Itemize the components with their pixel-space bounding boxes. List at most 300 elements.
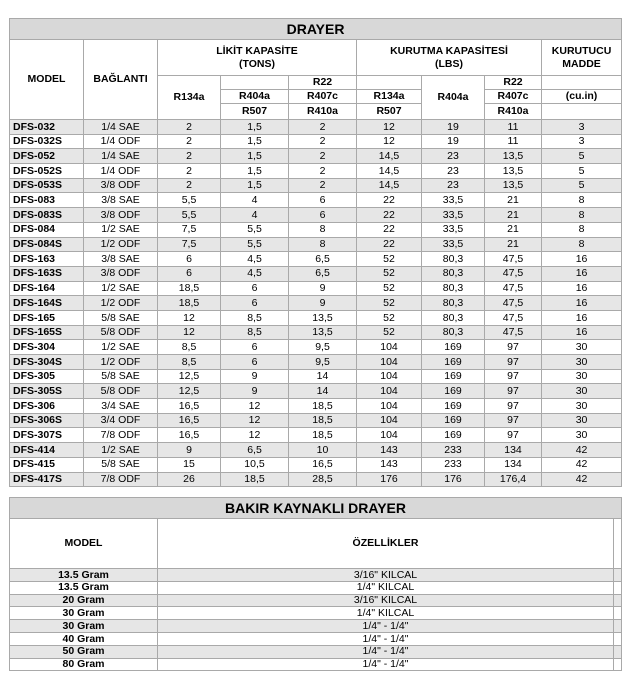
table-cell: 13,5: [289, 310, 357, 325]
table-cell: 6: [221, 281, 289, 296]
model-cell: DFS-163S: [10, 266, 84, 281]
table-row: [10, 178, 622, 193]
table-cell: 6: [221, 296, 289, 311]
table-cell: 97: [485, 369, 542, 384]
table-cell: 5,5: [158, 208, 221, 223]
model-cell: DFS-052S: [10, 164, 84, 179]
table-cell: 22: [357, 222, 422, 237]
table-row: [10, 632, 622, 645]
table-cell: 134: [485, 457, 542, 472]
table-cell: 97: [485, 355, 542, 370]
table-row: [10, 310, 622, 325]
model-cell: DFS-304S: [10, 355, 84, 370]
table-cell: 6,5: [221, 443, 289, 458]
drayer-table: [9, 18, 622, 487]
kurutma-kapasitesi-header: KURUTMA KAPASİTESİ (LBS): [357, 40, 542, 76]
table-cell: 12,5: [158, 369, 221, 384]
table-cell: 233: [422, 443, 485, 458]
blank-cell: [614, 632, 622, 645]
table-cell: 1,5: [221, 178, 289, 193]
likit-r22-header: R22: [289, 76, 357, 90]
model-cell: DFS-032: [10, 120, 84, 135]
table-cell: 5/8 ODF: [84, 384, 158, 399]
table-cell: 80,3: [422, 281, 485, 296]
model-cell: 13.5 Gram: [10, 581, 158, 594]
table-cell: 2: [289, 178, 357, 193]
model-cell: DFS-032S: [10, 134, 84, 149]
table-row: [10, 594, 622, 607]
table-cell: 23: [422, 164, 485, 179]
table-cell: 1/4 ODF: [84, 134, 158, 149]
table-cell: 3/8 ODF: [84, 266, 158, 281]
table-cell: 169: [422, 369, 485, 384]
table-cell: 2: [289, 164, 357, 179]
table-cell: 14,5: [357, 149, 422, 164]
table-cell: 3/8 ODF: [84, 178, 158, 193]
table-cell: 42: [542, 457, 622, 472]
table-row: [10, 340, 622, 355]
table-cell: 30: [542, 428, 622, 443]
table-cell: 22: [357, 193, 422, 208]
table-cell: 7/8 ODF: [84, 472, 158, 487]
table-cell: 30: [542, 384, 622, 399]
blank-cell: [614, 620, 622, 633]
table-cell: 16,5: [158, 428, 221, 443]
table-cell: 26: [158, 472, 221, 487]
table-row: [10, 164, 622, 179]
kurutma-blank-header: [357, 76, 422, 90]
table-row: [10, 266, 622, 281]
table-cell: 1/2 SAE: [84, 281, 158, 296]
table-cell: 23: [422, 178, 485, 193]
table-row: [10, 134, 622, 149]
table-cell: 28,5: [289, 472, 357, 487]
table-cell: 80,3: [422, 252, 485, 267]
table-cell: 52: [357, 266, 422, 281]
table-cell: 1/4 SAE: [84, 149, 158, 164]
table-cell: 5/8 ODF: [84, 325, 158, 340]
baglanti-header: BAĞLANTI: [84, 40, 158, 120]
table-cell: 30: [542, 369, 622, 384]
table-cell: 9: [221, 369, 289, 384]
table-row: [10, 472, 622, 487]
table-cell: 3: [542, 120, 622, 135]
ozellik-cell: 1/4" - 1/4": [158, 632, 614, 645]
table-cell: 97: [485, 399, 542, 414]
table-cell: 16: [542, 266, 622, 281]
table-row: [10, 581, 622, 594]
table-cell: 6,5: [289, 266, 357, 281]
table-row: [10, 252, 622, 267]
table-cell: 1,5: [221, 134, 289, 149]
table-cell: 6: [221, 340, 289, 355]
table-cell: 16: [542, 310, 622, 325]
bakir-model-header: MODEL: [10, 519, 158, 569]
model-cell: DFS-052: [10, 149, 84, 164]
table-row: [10, 149, 622, 164]
table-cell: 3/4 SAE: [84, 399, 158, 414]
kurutucu-blank-header: [542, 76, 622, 90]
table-cell: 4,5: [221, 266, 289, 281]
model-cell: DFS-305S: [10, 384, 84, 399]
table-cell: 176,4: [485, 472, 542, 487]
table-row: [10, 443, 622, 458]
table-row: [10, 569, 622, 582]
model-cell: DFS-417S: [10, 472, 84, 487]
table-cell: 9,5: [289, 340, 357, 355]
model-cell: DFS-053S: [10, 178, 84, 193]
table-cell: 30: [542, 413, 622, 428]
table-cell: 33,5: [422, 237, 485, 252]
table-cell: 104: [357, 384, 422, 399]
table-cell: 16: [542, 296, 622, 311]
table-cell: 8: [542, 237, 622, 252]
table-cell: 169: [422, 399, 485, 414]
model-cell: DFS-305: [10, 369, 84, 384]
likit-blank-header: [221, 76, 289, 90]
table-cell: 80,3: [422, 325, 485, 340]
ozellik-cell: 1/4" KILCAL: [158, 607, 614, 620]
table-cell: 18,5: [158, 296, 221, 311]
table-cell: 8: [542, 222, 622, 237]
table-cell: 47,5: [485, 266, 542, 281]
table-cell: 21: [485, 208, 542, 223]
kurutma-r22-header: R22: [485, 76, 542, 90]
likit-kapasite-header: LİKİT KAPASİTE (TONS): [158, 40, 357, 76]
table-cell: 2: [289, 134, 357, 149]
table-cell: 6: [158, 252, 221, 267]
model-cell: 40 Gram: [10, 632, 158, 645]
table-cell: 33,5: [422, 208, 485, 223]
table-cell: 104: [357, 355, 422, 370]
table-cell: 9: [158, 443, 221, 458]
bakir-blank-header: [614, 519, 622, 569]
table-row: [10, 222, 622, 237]
model-cell: DFS-306S: [10, 413, 84, 428]
table-cell: 30: [542, 399, 622, 414]
table-cell: 7/8 ODF: [84, 428, 158, 443]
table-row: [10, 325, 622, 340]
table-cell: 97: [485, 384, 542, 399]
table-row: [10, 645, 622, 658]
model-cell: DFS-307S: [10, 428, 84, 443]
table-cell: 143: [357, 443, 422, 458]
table-cell: 8: [542, 208, 622, 223]
likit-r404a-header: R404a: [221, 90, 289, 104]
table-cell: 169: [422, 413, 485, 428]
model-header: MODEL: [10, 40, 84, 120]
table-cell: 15: [158, 457, 221, 472]
table-cell: 1/2 ODF: [84, 355, 158, 370]
model-cell: 80 Gram: [10, 658, 158, 671]
table-cell: 13,5: [485, 149, 542, 164]
table-cell: 12: [221, 399, 289, 414]
table-cell: 6: [289, 208, 357, 223]
table-cell: 13,5: [289, 325, 357, 340]
table-cell: 23: [422, 149, 485, 164]
table-cell: 8,5: [221, 310, 289, 325]
ozellikler-header: ÖZELLİKLER: [158, 519, 614, 569]
table-cell: 143: [357, 457, 422, 472]
table-cell: 104: [357, 413, 422, 428]
table-cell: 30: [542, 340, 622, 355]
likit-r507-header: R507: [221, 104, 289, 120]
table-cell: 5/8 SAE: [84, 457, 158, 472]
table-cell: 1/2 ODF: [84, 237, 158, 252]
table-cell: 22: [357, 208, 422, 223]
table-row: [10, 399, 622, 414]
model-cell: 20 Gram: [10, 594, 158, 607]
blank-cell: [614, 658, 622, 671]
table-cell: 169: [422, 384, 485, 399]
table-cell: 4: [221, 193, 289, 208]
table-cell: 1/4 ODF: [84, 164, 158, 179]
table-row: [10, 193, 622, 208]
blank-cell: [614, 645, 622, 658]
table-cell: 21: [485, 222, 542, 237]
model-cell: DFS-165: [10, 310, 84, 325]
table-cell: 8: [289, 237, 357, 252]
model-cell: DFS-414: [10, 443, 84, 458]
table-cell: 2: [158, 134, 221, 149]
table-row: [10, 413, 622, 428]
likit-r134a-header: R134a: [158, 76, 221, 120]
table-cell: 10,5: [221, 457, 289, 472]
kurutma-r507-header: R507: [357, 104, 422, 120]
table-row: [10, 369, 622, 384]
kurutma-r407c-header: R407c: [485, 90, 542, 104]
ozellik-cell: 1/4" - 1/4": [158, 658, 614, 671]
table-cell: 33,5: [422, 193, 485, 208]
table-row: [10, 457, 622, 472]
table-cell: 16: [542, 252, 622, 267]
table-cell: 52: [357, 296, 422, 311]
table-cell: 8,5: [158, 340, 221, 355]
model-cell: 50 Gram: [10, 645, 158, 658]
table-cell: 1/4 SAE: [84, 120, 158, 135]
model-cell: DFS-163: [10, 252, 84, 267]
table-cell: 12: [221, 428, 289, 443]
kurutucu-madde-header: KURUTUCU MADDE: [542, 40, 622, 76]
table-cell: 4: [221, 208, 289, 223]
table-cell: 10: [289, 443, 357, 458]
table-cell: 13,5: [485, 178, 542, 193]
kurutma-r410a-header: R410a: [485, 104, 542, 120]
table-cell: 13,5: [485, 164, 542, 179]
table-cell: 1/2 ODF: [84, 296, 158, 311]
table-cell: 1,5: [221, 120, 289, 135]
blank-cell: [614, 594, 622, 607]
table-cell: 5/8 SAE: [84, 310, 158, 325]
table-cell: 7,5: [158, 237, 221, 252]
table-cell: 5/8 SAE: [84, 369, 158, 384]
table-cell: 6: [158, 266, 221, 281]
table-row: [10, 607, 622, 620]
model-cell: DFS-084S: [10, 237, 84, 252]
table-row: [10, 281, 622, 296]
table-row: [10, 296, 622, 311]
table-cell: 176: [422, 472, 485, 487]
table-cell: 52: [357, 310, 422, 325]
table-cell: 52: [357, 325, 422, 340]
table-cell: 2: [158, 149, 221, 164]
table-cell: 1,5: [221, 164, 289, 179]
blank-cell: [614, 607, 622, 620]
table-cell: 42: [542, 443, 622, 458]
table-cell: 2: [289, 149, 357, 164]
bakir-kaynakli-table: [9, 497, 622, 671]
table-cell: 21: [485, 237, 542, 252]
table-cell: 12: [357, 134, 422, 149]
table-cell: 6: [289, 193, 357, 208]
table-cell: 42: [542, 472, 622, 487]
table-cell: 8: [542, 193, 622, 208]
table-cell: 134: [485, 443, 542, 458]
table-row: [10, 208, 622, 223]
table-cell: 5: [542, 149, 622, 164]
table-row: [10, 620, 622, 633]
table-cell: 104: [357, 399, 422, 414]
table-cell: 2: [158, 120, 221, 135]
table-cell: 80,3: [422, 296, 485, 311]
table-cell: 176: [357, 472, 422, 487]
ozellik-cell: 1/4" KILCAL: [158, 581, 614, 594]
table-cell: 97: [485, 413, 542, 428]
table-cell: 11: [485, 134, 542, 149]
bakir-table-body: [10, 569, 622, 671]
table-cell: 169: [422, 428, 485, 443]
table-cell: 16,5: [158, 399, 221, 414]
table-cell: 18,5: [289, 399, 357, 414]
table-cell: 1,5: [221, 149, 289, 164]
kurutma-r404a-header: R404a: [422, 76, 485, 120]
likit-r407c-header: R407c: [289, 90, 357, 104]
table-cell: 6,5: [289, 252, 357, 267]
table-cell: 12,5: [158, 384, 221, 399]
table-cell: 19: [422, 134, 485, 149]
model-cell: 30 Gram: [10, 620, 158, 633]
table-cell: 47,5: [485, 281, 542, 296]
table-cell: 47,5: [485, 325, 542, 340]
table-cell: 16: [542, 325, 622, 340]
table-cell: 8,5: [158, 355, 221, 370]
table-row: [10, 120, 622, 135]
ozellik-cell: 1/4" - 1/4": [158, 645, 614, 658]
table-cell: 12: [158, 310, 221, 325]
table-cell: 3/8 SAE: [84, 193, 158, 208]
table-cell: 19: [422, 120, 485, 135]
table-cell: 7,5: [158, 222, 221, 237]
ozellik-cell: 3/16" KILCAL: [158, 569, 614, 582]
table-cell: 52: [357, 252, 422, 267]
table-cell: 47,5: [485, 310, 542, 325]
likit-r410a-header: R410a: [289, 104, 357, 120]
table-cell: 80,3: [422, 310, 485, 325]
table-cell: 47,5: [485, 296, 542, 311]
table-cell: 169: [422, 340, 485, 355]
table-cell: 14,5: [357, 164, 422, 179]
model-cell: 13.5 Gram: [10, 569, 158, 582]
blank-cell: [614, 581, 622, 594]
table-cell: 5,5: [221, 237, 289, 252]
table-cell: 21: [485, 193, 542, 208]
drayer-table-body: [10, 120, 622, 487]
table-cell: 8,5: [221, 325, 289, 340]
table-cell: 12: [221, 413, 289, 428]
model-cell: DFS-164: [10, 281, 84, 296]
table-cell: 6: [221, 355, 289, 370]
table-cell: 97: [485, 340, 542, 355]
kurutma-r134a-header: R134a: [357, 90, 422, 104]
table-row: [10, 658, 622, 671]
table-row: [10, 355, 622, 370]
table-cell: 33,5: [422, 222, 485, 237]
table-cell: 80,3: [422, 266, 485, 281]
blank-cell: [614, 569, 622, 582]
table-cell: 14,5: [357, 178, 422, 193]
table-cell: 104: [357, 428, 422, 443]
model-cell: DFS-415: [10, 457, 84, 472]
table-cell: 18,5: [158, 281, 221, 296]
table-cell: 169: [422, 355, 485, 370]
table-row: [10, 237, 622, 252]
table-cell: 18,5: [289, 413, 357, 428]
table-cell: 14: [289, 369, 357, 384]
model-cell: DFS-083S: [10, 208, 84, 223]
table-cell: 12: [357, 120, 422, 135]
table-cell: 2: [158, 178, 221, 193]
table-cell: 1/2 SAE: [84, 222, 158, 237]
table-cell: 52: [357, 281, 422, 296]
model-cell: DFS-084: [10, 222, 84, 237]
table-cell: 2: [158, 164, 221, 179]
table-cell: 97: [485, 428, 542, 443]
table-cell: 233: [422, 457, 485, 472]
table-cell: 104: [357, 340, 422, 355]
table-cell: 9,5: [289, 355, 357, 370]
drayer-title: DRAYER: [10, 19, 622, 40]
table-cell: 3/8 ODF: [84, 208, 158, 223]
table-cell: 4,5: [221, 252, 289, 267]
table-cell: 18,5: [289, 428, 357, 443]
model-cell: DFS-165S: [10, 325, 84, 340]
table-cell: 16,5: [289, 457, 357, 472]
table-cell: 3/8 SAE: [84, 252, 158, 267]
table-cell: 1/2 SAE: [84, 340, 158, 355]
table-cell: 3/4 ODF: [84, 413, 158, 428]
table-cell: 12: [158, 325, 221, 340]
table-cell: 14: [289, 384, 357, 399]
table-cell: 3: [542, 134, 622, 149]
table-cell: 5: [542, 178, 622, 193]
table-cell: 9: [289, 281, 357, 296]
cuin-header: (cu.in): [542, 90, 622, 104]
cuin-blank-header: [542, 104, 622, 120]
table-row: [10, 428, 622, 443]
table-cell: 16,5: [158, 413, 221, 428]
table-cell: 8: [289, 222, 357, 237]
table-cell: 104: [357, 369, 422, 384]
table-cell: 5: [542, 164, 622, 179]
table-cell: 5,5: [158, 193, 221, 208]
table-cell: 16: [542, 281, 622, 296]
ozellik-cell: 3/16" KILCAL: [158, 594, 614, 607]
table-cell: 1/2 SAE: [84, 443, 158, 458]
bakir-title: BAKIR KAYNAKLI DRAYER: [10, 498, 622, 519]
table-cell: 9: [221, 384, 289, 399]
table-cell: 11: [485, 120, 542, 135]
table-cell: 18,5: [221, 472, 289, 487]
